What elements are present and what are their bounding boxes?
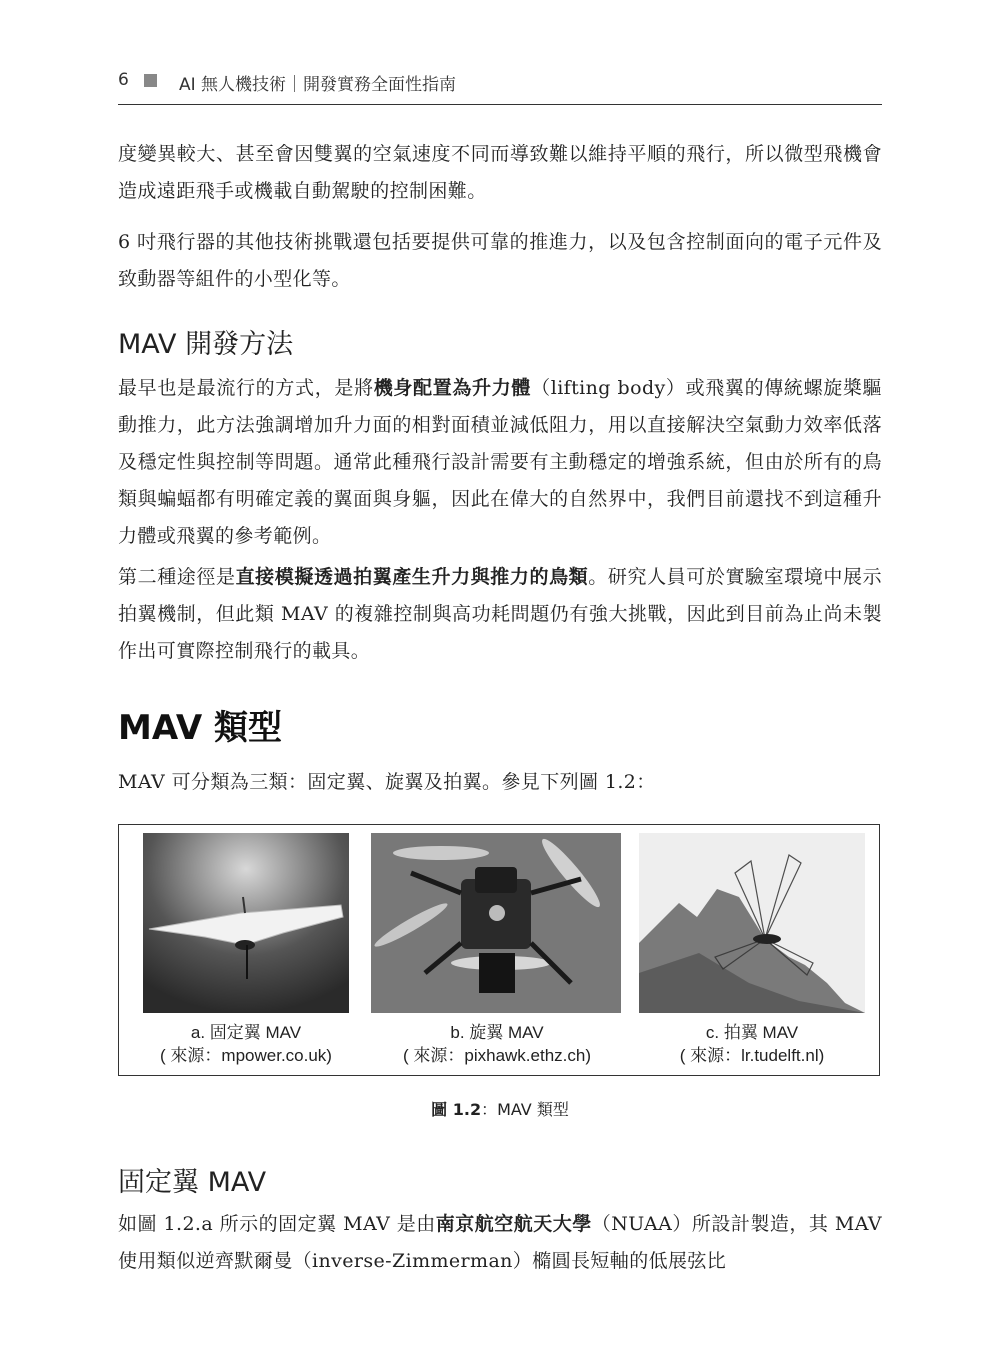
bold-term: 機身配置為升力體 xyxy=(373,377,532,399)
book-title: AI 無人機技術｜開發實務全面性指南 xyxy=(179,75,457,95)
paragraph: MAV 可分類為三類：固定翼、旋翼及拍翼。參見下列圖 1.2： xyxy=(118,771,656,793)
paragraph xyxy=(118,370,882,555)
caption-label: b. 旋翼 MAV xyxy=(450,1023,544,1042)
figure-caption-a xyxy=(126,1021,366,1067)
text-run: （NUAA）所設計製造，其 MAV 使用類似逆齊默爾曼（inverse-Zimmerman）橢圓長短軸的低展弦比 xyxy=(118,1213,882,1272)
rotary-wing-photo xyxy=(371,833,621,1013)
figure-number: 圖 1.2 xyxy=(431,1100,482,1119)
paragraph: 6 吋飛行器的其他技術挑戰還包括要提供可靠的推進力，以及包含控制面向的電子元件及致動器等組件的小型化等。 xyxy=(118,231,882,290)
text-run: 。研究人員可於實驗室環境中展示拍翼機制，但此類 MAV 的複雜控制與高功耗問題仍有強大挑戰，因此到目前為止尚未製作出可實際控制飛行的載具。 xyxy=(118,566,882,662)
figure-caption-c xyxy=(632,1021,872,1067)
figure-title-text: ：MAV 類型 xyxy=(481,1100,569,1119)
text-run: 如圖 1.2.a 所示的固定翼 MAV 是由 xyxy=(118,1213,436,1235)
caption-label: c. 拍翼 MAV xyxy=(705,1023,799,1042)
section-heading-types: MAV 類型 xyxy=(118,708,282,748)
bold-term: 南京航空航天大學 xyxy=(435,1213,592,1235)
caption-source: ( 來源：pixhawk.ethz.ch) xyxy=(403,1046,591,1065)
caption-label: a. 固定翼 MAV xyxy=(190,1023,302,1042)
text-run: 第二種途徑是 xyxy=(118,566,236,588)
fixed-wing-photo xyxy=(143,833,349,1013)
section-heading-fixed: 固定翼 MAV xyxy=(118,1167,267,1198)
paragraph xyxy=(118,1206,882,1280)
section-heading-dev: MAV 開發方法 xyxy=(118,329,294,360)
bold-term: 直接模擬透過拍翼產生升力與推力的鳥類 xyxy=(235,566,589,588)
figure-title xyxy=(0,1097,1000,1120)
figure-frame xyxy=(118,824,880,1076)
flapping-wing-photo xyxy=(639,833,865,1013)
caption-source: ( 來源：lr.tudelft.nl) xyxy=(679,1046,825,1065)
square-bullet-icon xyxy=(144,74,157,87)
figure-caption-b xyxy=(377,1021,617,1067)
text-run: 最早也是最流行的方式，是將 xyxy=(118,377,374,399)
page-number: 6 xyxy=(118,70,129,90)
paragraph xyxy=(118,559,882,670)
paragraph: 度變異較大、甚至會因雙翼的空氣速度不同而導致難以維持平順的飛行，所以微型飛機會造成遠距飛手或機載自動駕駛的控制困難。 xyxy=(118,143,882,202)
text-run: （lifting body）或飛翼的傳統螺旋槳驅動推力，此方法強調增加升力面的相對面積並減低阻力，用以直接解決空氣動力效率低落及穩定性與控制等問題。通常此種飛行設計需要有主動穩定的增強系統，但由於所有的鳥類與蝙蝠都有明確定義的翼面與身軀，因此在偉大的自然界中，我們目前還找不到這種升力體或飛翼的參考範例。 xyxy=(118,377,882,547)
running-header xyxy=(118,70,882,105)
caption-source: ( 來源：mpower.co.uk) xyxy=(160,1046,332,1065)
